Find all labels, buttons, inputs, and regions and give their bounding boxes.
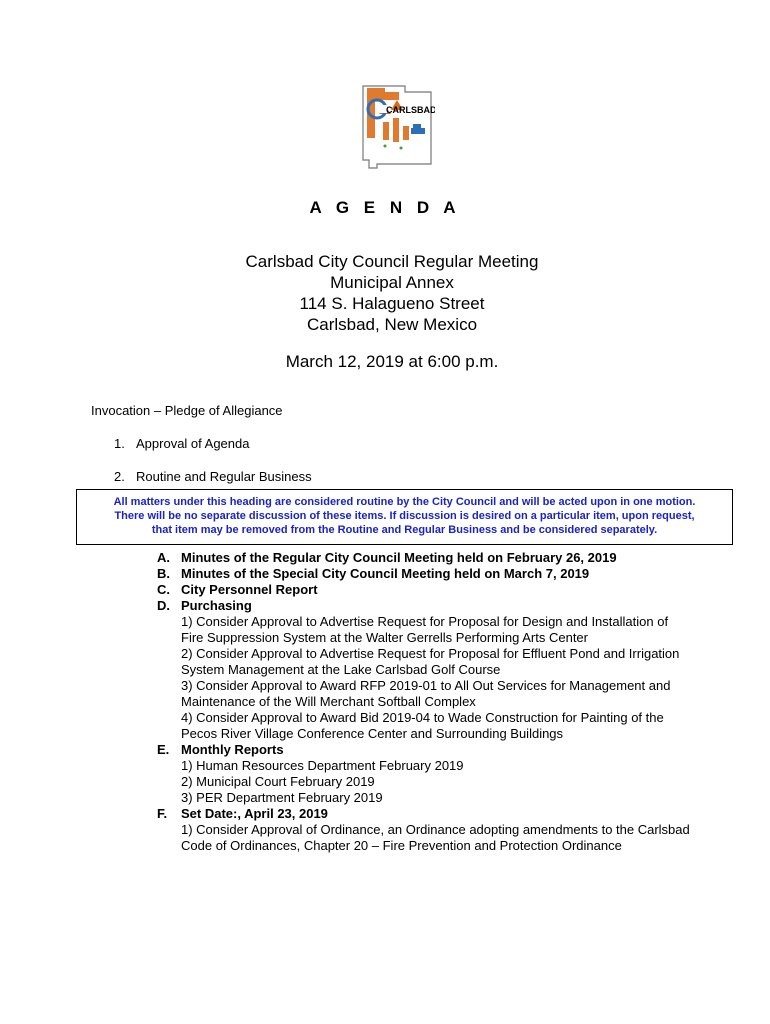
consent-item-f xyxy=(150,806,690,854)
carlsbad-logo-graphic xyxy=(355,78,435,170)
sub-item: 1) Human Resources Department February 2019 xyxy=(181,758,464,773)
meeting-city: Carlsbad, New Mexico xyxy=(306,315,478,334)
consent-notice-box xyxy=(76,489,733,545)
notice-line: All matters under this heading are considered routine by the City Council and will be acted upon in one motion. xyxy=(113,496,696,508)
consent-item-b xyxy=(150,566,690,582)
meeting-street: 114 S. Halagueno Street xyxy=(299,294,485,313)
agenda-item-2 xyxy=(114,469,312,484)
sub-item: 1) Consider Approval of Ordinance, an Ordinance adopting amendments to the Carlsbad Code of Ordinances, Chapter 20 – Fire Prevention and Protection Ordinance xyxy=(181,822,690,853)
item-letter: F. xyxy=(157,806,168,821)
meeting-name: Carlsbad City Council Regular Meeting xyxy=(245,252,539,271)
notice-line: that item may be removed from the Routine and Regular Business and be considered separately. xyxy=(151,524,658,536)
consent-item-a xyxy=(150,550,690,566)
agenda-title: A G E N D A xyxy=(309,198,461,217)
agenda-item-number: 2. xyxy=(114,469,125,484)
sub-item: 2) Municipal Court February 2019 xyxy=(181,774,375,789)
consent-items-list xyxy=(150,550,690,854)
consent-item-c xyxy=(150,582,690,598)
item-letter: E. xyxy=(157,742,170,757)
item-letter: C. xyxy=(157,582,170,597)
invocation-line: Invocation – Pledge of Allegiance xyxy=(91,403,283,418)
meeting-venue: Municipal Annex xyxy=(330,273,454,292)
item-heading: Minutes of the Special City Council Meeting held on March 7, 2019 xyxy=(181,566,590,581)
item-heading: Minutes of the Regular City Council Meeting held on February 26, 2019 xyxy=(181,550,617,565)
item-heading: Monthly Reports xyxy=(181,742,284,757)
item-heading: Set Date:, April 23, 2019 xyxy=(181,806,328,821)
item-letter: A. xyxy=(157,550,170,565)
sub-item: 1) Consider Approval to Advertise Request for Proposal for Design and Installation of Fire Suppression System at the Walter Gerrells Performing Arts Center xyxy=(181,614,669,645)
agenda-item-label: Routine and Regular Business xyxy=(136,469,312,484)
meeting-info xyxy=(0,251,770,335)
item-letter: D. xyxy=(157,598,170,613)
item-heading: City Personnel Report xyxy=(181,582,318,597)
sub-item: 3) Consider Approval to Award RFP 2019-01 to All Out Services for Management and Maintenance of the Will Merchant Softball Complex xyxy=(181,678,671,709)
consent-item-d xyxy=(150,598,690,742)
agenda-item-number: 1. xyxy=(114,436,125,451)
logo-text: CARLSBAD xyxy=(386,105,435,115)
item-letter: B. xyxy=(157,566,170,581)
meeting-datetime: March 12, 2019 at 6:00 p.m. xyxy=(285,352,499,371)
carlsbad-logo xyxy=(355,78,435,170)
sub-item: 2) Consider Approval to Advertise Request for Proposal for Effluent Pond and Irrigation System Management at the Lake Carlsbad Golf Course xyxy=(181,646,680,677)
agenda-item-1 xyxy=(114,436,249,451)
consent-item-e xyxy=(150,742,690,806)
item-heading: Purchasing xyxy=(181,598,252,613)
notice-line: There will be no separate discussion of these items. If discussion is desired on a particular item, upon request, xyxy=(114,510,695,522)
agenda-item-label: Approval of Agenda xyxy=(136,436,250,451)
sub-item: 4) Consider Approval to Award Bid 2019-04 to Wade Construction for Painting of the Pecos River Village Conference Center and Surrounding Buildings xyxy=(181,710,664,741)
sub-item: 3) PER Department February 2019 xyxy=(181,790,383,805)
